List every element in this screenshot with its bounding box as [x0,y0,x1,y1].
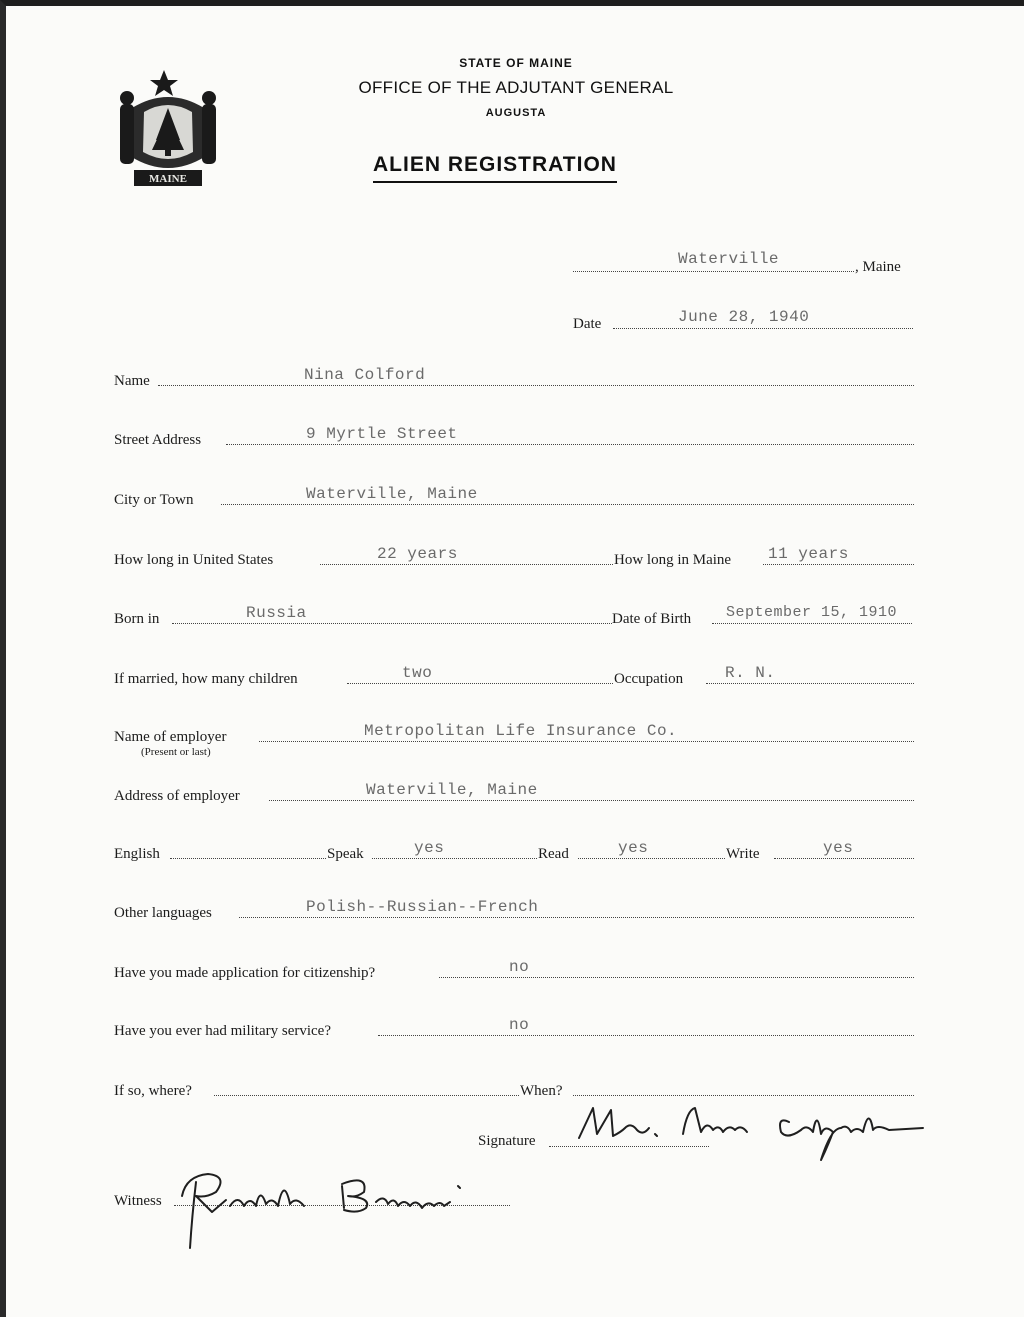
maine-time-label: How long in Maine [614,552,732,568]
read-label: Read [538,846,569,862]
street-label: Street Address [114,432,202,448]
city-label: City or Town [114,492,194,508]
place-label: , Maine [855,259,901,275]
speak-label: Speak [327,846,364,862]
witness-signature [172,1156,502,1256]
maine-time-value: 11 years [768,545,849,563]
state-seal-icon [114,68,222,190]
when-label: When? [520,1083,563,1099]
employer-line [259,741,914,742]
where-label: If so, where? [114,1083,192,1099]
children-label: If married, how many children [114,671,298,687]
applicant-signature [551,1094,941,1174]
employer-sublabel: (Present or last) [141,746,211,758]
signature-label: Signature [478,1133,536,1149]
maine-time-line [763,564,914,565]
date-value: June 28, 1940 [678,308,810,326]
dob-value: September 15, 1910 [726,604,898,621]
english-line [170,858,326,859]
other-languages-value: Polish--Russian--French [306,898,539,916]
occupation-value: R. N. [725,664,776,682]
name-label: Name [114,373,150,389]
employer-address-value: Waterville, Maine [366,781,538,799]
signature-line [549,1146,709,1147]
write-line [774,858,914,859]
speak-line [372,858,537,859]
read-line [578,858,725,859]
us-time-value: 22 years [377,545,458,563]
employer-address-line [269,800,914,801]
military-value: no [509,1016,530,1034]
form-title: ALIEN REGISTRATION [373,153,617,183]
employer-label: Name of employer [114,729,227,745]
city-line [221,504,914,505]
place-line [573,271,854,272]
header-state: STATE OF MAINE [459,56,573,70]
other-languages-line [239,917,914,918]
city-value: Waterville, Maine [306,485,478,503]
street-value: 9 Myrtle Street [306,425,458,443]
header-city: AUGUSTA [485,107,547,119]
occupation-label: Occupation [614,671,684,687]
name-value: Nina Colford [304,366,426,384]
children-line [347,683,613,684]
citizenship-line [439,977,914,978]
place-value: Waterville [678,250,780,268]
military-line [378,1035,914,1036]
english-label: English [114,846,160,862]
military-label: Have you ever had military service? [114,1023,331,1039]
dob-label: Date of Birth [612,611,692,627]
svg-text:MAINE: MAINE [149,173,187,185]
occupation-line [706,683,914,684]
born-line [172,623,612,624]
other-languages-label: Other languages [114,905,212,921]
street-line [226,444,914,445]
name-line [158,385,914,386]
witness-label: Witness [114,1193,162,1209]
born-label: Born in [114,611,160,627]
write-value: yes [823,839,854,857]
us-time-line [320,564,613,565]
date-line [613,328,913,329]
speak-value: yes [414,839,445,857]
citizenship-label: Have you made application for citizenship? [114,965,376,981]
us-time-label: How long in United States [114,552,274,568]
dob-line [712,623,912,624]
date-label: Date [573,316,602,332]
where-line [214,1095,519,1096]
employer-address-label: Address of employer [114,788,240,804]
citizenship-value: no [509,958,530,976]
children-value: two [402,664,433,682]
employer-value: Metropolitan Life Insurance Co. [364,722,678,740]
header-office: OFFICE OF THE ADJUTANT GENERAL [358,78,674,97]
read-value: yes [618,839,649,857]
born-value: Russia [246,604,307,622]
write-label: Write [726,846,760,862]
